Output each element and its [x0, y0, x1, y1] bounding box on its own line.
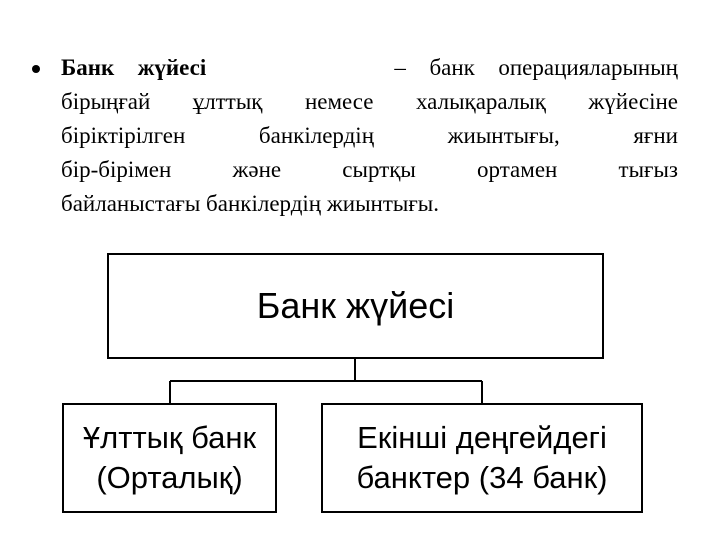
child-node-second-tier-line1: Екінші деңгейдегі [357, 420, 607, 455]
definition-line-4: бір-бірімен және сыртқы ортамен тығыз [61, 157, 678, 182]
definition-line-1-rest: – банк операцияларының [394, 55, 678, 80]
root-node-label: Банк жүйесі [256, 285, 455, 326]
child-node-national-bank-line1: Ұлттық банк [82, 420, 257, 455]
definition-line-5: байланыстағы банкілердің жиынтығы. [61, 191, 439, 216]
definition-term: Банк жүйесі [61, 55, 207, 80]
definition-line-2: бірыңғай ұлттық немесе халықаралық жүйесіне [61, 89, 678, 114]
child-node-national-bank-line2: (Орталық) [96, 460, 243, 495]
child-node-second-tier-banks [321, 403, 643, 513]
child-node-second-tier-line2: банктер (34 банк) [356, 460, 608, 495]
child-node-national-bank [62, 403, 277, 513]
root-node-box [107, 253, 604, 359]
definition-line-3: біріктірілген банкілердің жиынтығы, яғни [61, 123, 678, 148]
